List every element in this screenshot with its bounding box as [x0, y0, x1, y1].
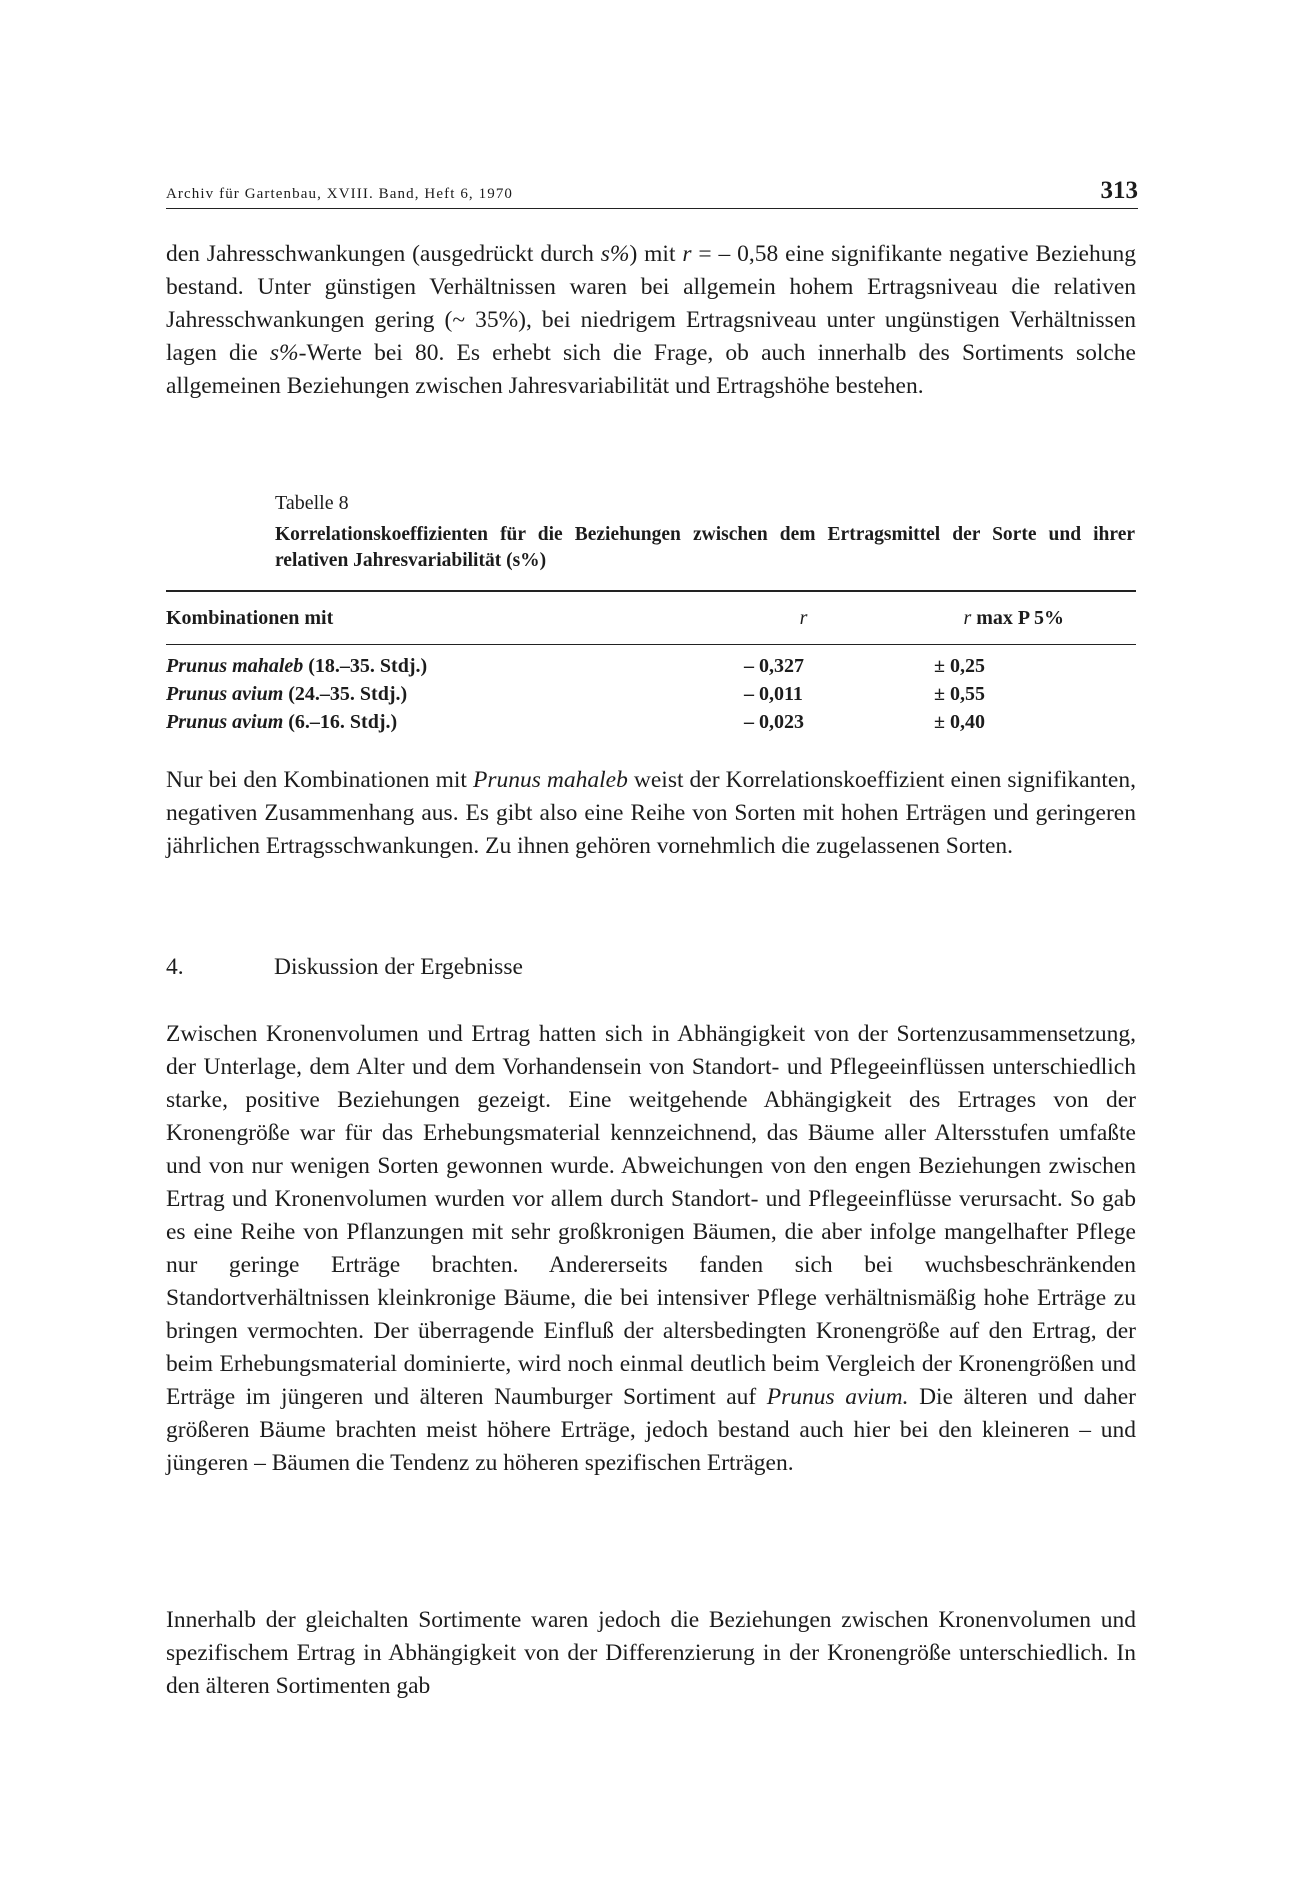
journal-citation: Archiv für Gartenbau, XVIII. Band, Heft 6, 1970 [166, 186, 514, 202]
table-number: Tabelle 8 [275, 492, 349, 514]
stand-years: (18.–35. Stdj.) [303, 655, 428, 677]
section-title: Diskussion der Ergebnisse [274, 954, 523, 980]
cell-r: – 0,023 [744, 711, 804, 733]
symbol-s-percent: s% [600, 241, 630, 267]
header-r: r [799, 606, 808, 629]
section-heading [166, 954, 523, 981]
cell-combination [166, 655, 744, 678]
text-span: -Werte bei 80. Es erhebt sich die Frage, ob auch innerhalb des Sortiments solche allgemeinen Beziehungen zwischen Jahresvariabilität und Ertragshöhe bestehen. [166, 340, 1136, 399]
text-span: Zwischen Kronenvolumen und Ertrag hatten sich in Abhängigkeit von der Sortenzusammensetzung, der Unterlage, dem Alter und dem Vorhandensein von Standort- und Pflegeeinflüssen unterschiedlich starke, positive Beziehungen gezeigt. Eine weitgehende Abhängigkeit des Ertrages von der Kronengröße war für das Erhebungsmaterial kennzeichnend, das Bäume aller Altersstufen umfaßte und von nur wenigen Sorten gewonnen wurde. Abweichungen von den engen Beziehungen zwischen Ertrag und Kronenvolumen wurden vor allem durch Standort- und Pflegeeinflüsse verursacht. So gab es eine Reihe von Pflanzungen mit sehr großkronigen Bäumen, die aber infolge mangelhafter Pflege nur geringe Erträge brachten. Andererseits fanden sich bei wuchsbeschränkenden Standortverhältnissen kleinkronige Bäume, die bei intensiver Pflege verhältnismäßig hohe Erträge zu bringen vermochten. Der überragende Einfluß der altersbedingten Kronengröße auf den Ertrag, der beim Erhebungsmaterial dominierte, wird noch einmal deutlich beim Vergleich der Kronengrößen und Erträge im jüngeren und älteren Naumburger Sortiment auf [166, 1021, 1136, 1410]
header-rmax-symbol: r [963, 606, 972, 629]
stand-years: (6.–16. Stdj.) [283, 711, 398, 733]
text-span: Die älteren und daher größeren Bäume brachten meist höhere Erträge, jedoch bestand auch hier bei den kleineren – und jüngeren – Bäumen die Tendenz zu höheren spezifischen Erträgen. [166, 1384, 1136, 1476]
table-title: Korrelationskoeffizienten für die Beziehungen zwischen dem Ertragsmittel der Sorte und ihrer relativen Jahresvariabilität (s%) [275, 524, 1135, 571]
text-span: = – 0,58 eine signifikante negative Beziehung bestand. Unter günstigen Verhältnissen waren bei allgemein hohem Ertragsniveau die relativen Jahresschwankungen gering (~ 35%), bei niedrigem Ertragsniveau unter ungünstigen Verhältnissen lagen die [166, 241, 1136, 366]
text-span: Nur bei den Kombinationen mit [166, 767, 473, 793]
text-span: weist der Korrelationskoeffizient einen signifikanten, negativen Zusammenhang aus. Es gibt also eine Reihe von Sorten mit hohen Erträgen und geringeren jährlichen Ertragsschwankungen. Zu ihnen gehören vornehmlich die zugelassenen Sorten. [166, 767, 1136, 859]
cell-r: – 0,011 [744, 683, 803, 705]
cell-rmax: ± 0,40 [934, 711, 985, 733]
species-name: Prunus avium [166, 683, 284, 705]
table-body [166, 645, 1136, 749]
correlation-table [166, 590, 1136, 749]
table-caption [275, 490, 1135, 574]
page-number: 313 [1100, 177, 1138, 204]
stand-years: (24.–35. Stdj.) [283, 683, 408, 705]
paragraph-intro [166, 238, 1136, 403]
running-header [166, 178, 1138, 209]
header-rmax-text: max P 5% [971, 606, 1065, 629]
cell-r: – 0,327 [744, 655, 804, 677]
cell-combination [166, 683, 744, 706]
cell-rmax: ± 0,25 [934, 655, 985, 677]
symbol-s-percent: s% [269, 340, 299, 366]
text-span: ) mit [629, 241, 683, 267]
table-row [166, 711, 1136, 739]
table-header-row [166, 592, 1136, 644]
paragraph-discussion [166, 1018, 1136, 1480]
symbol-r: r [682, 241, 692, 267]
species-name: Prunus mahaleb [166, 655, 304, 677]
header-combinations: Kombinationen mit [166, 606, 334, 629]
section-number: 4. [166, 954, 184, 980]
header-rmax [963, 607, 1136, 630]
species-name: Prunus mahaleb [472, 767, 628, 793]
species-name: Prunus avium. [766, 1384, 909, 1410]
cell-combination [166, 711, 744, 734]
cell-rmax: ± 0,55 [934, 683, 985, 705]
table-row [166, 683, 1136, 711]
species-name: Prunus avium [166, 711, 284, 733]
table-row [166, 655, 1136, 683]
paragraph-result [166, 764, 1136, 863]
paragraph-continued: Innerhalb der gleichalten Sortimente waren jedoch die Beziehungen zwischen Kronenvolumen und spezifischem Ertrag in Abhängigkeit von der Differenzierung in der Kronengröße unterschiedlich. In den älteren Sortimenten gab [166, 1607, 1136, 1699]
text-span: den Jahresschwankungen (ausgedrückt durch [166, 241, 601, 267]
